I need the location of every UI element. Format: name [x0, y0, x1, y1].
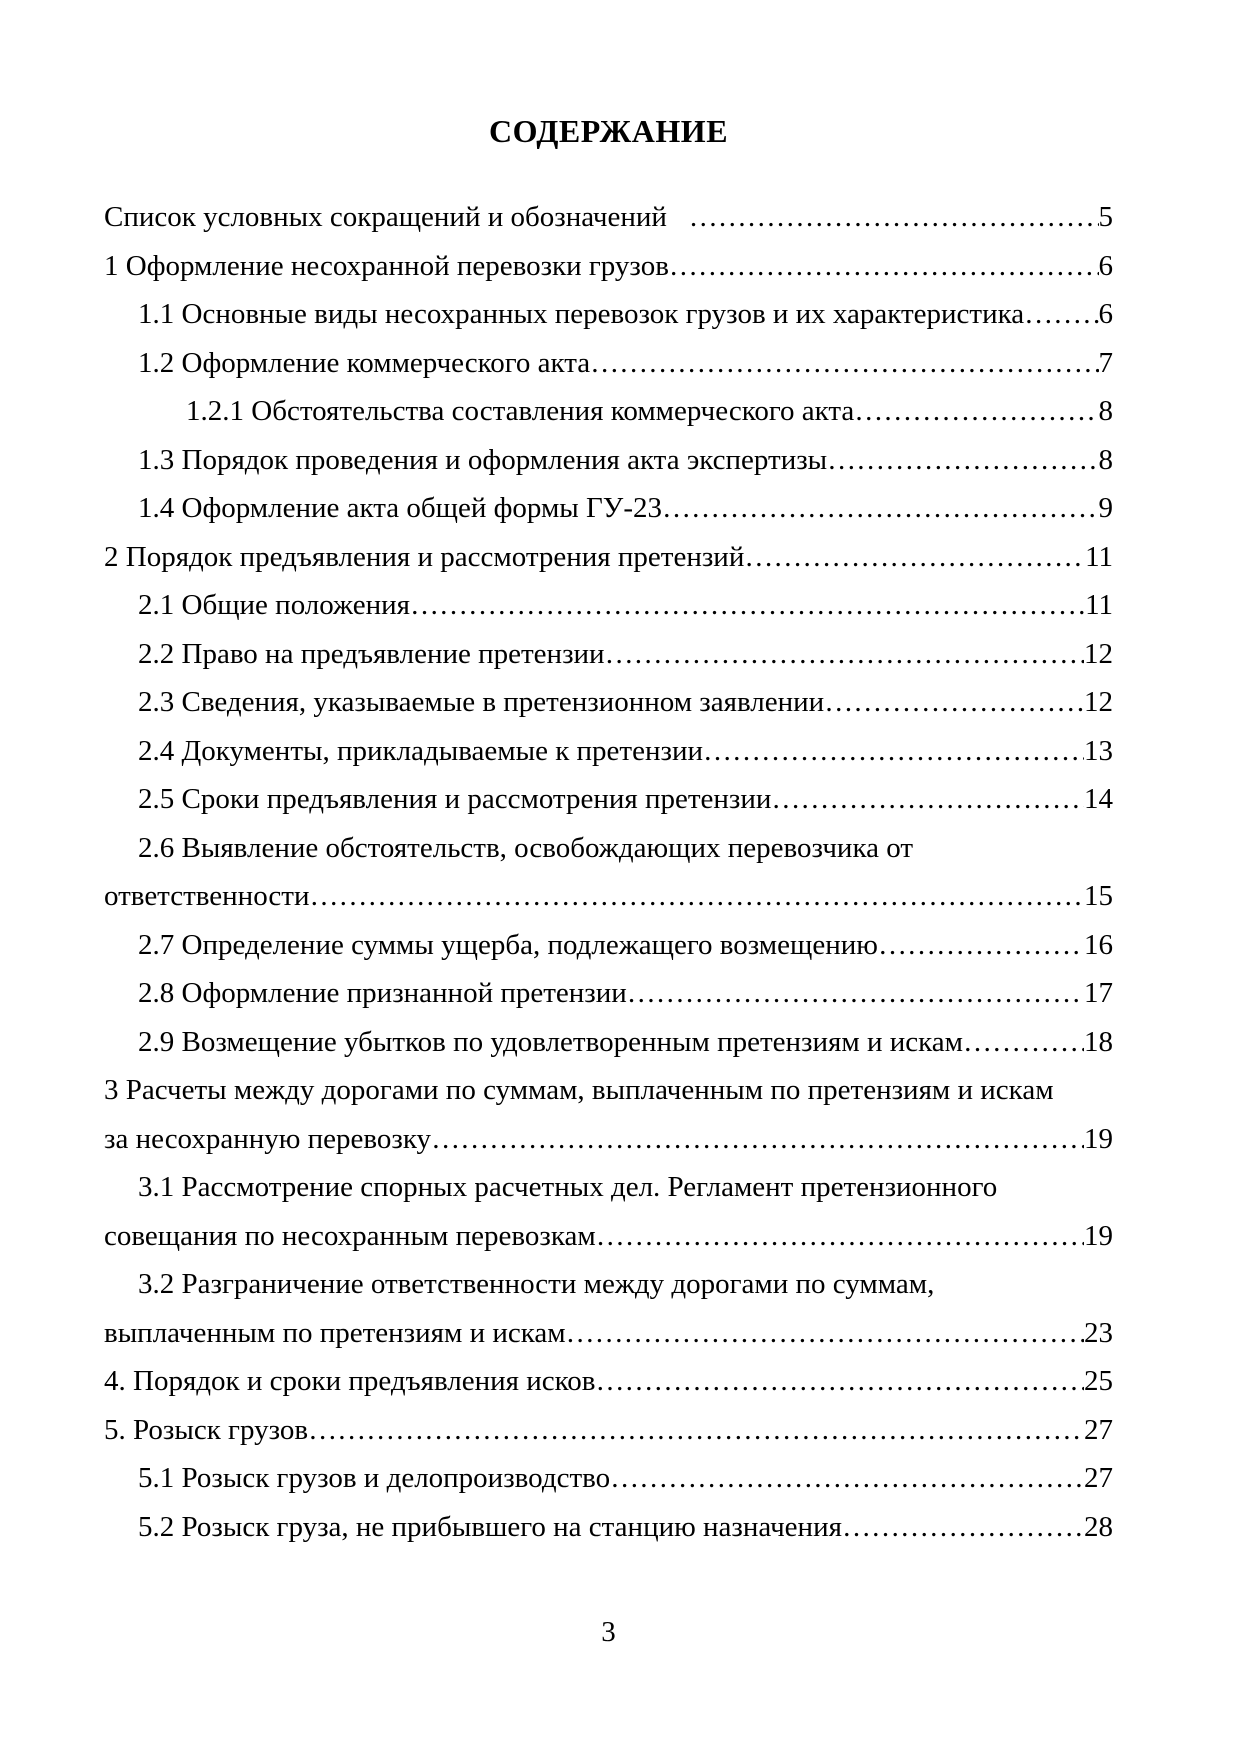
toc-entry-text: 2.3 Сведения, указываемые в претензионном заявлении [138, 686, 825, 718]
toc-dot-leader [610, 1454, 1084, 1503]
toc-entry [104, 1260, 1113, 1309]
toc-dot-leader [689, 193, 1099, 242]
toc-entry [104, 678, 1113, 727]
toc-entry [104, 533, 1113, 582]
toc-entry [104, 1503, 1113, 1552]
toc-page-number: 25 [1084, 1365, 1113, 1397]
toc-entry-text: 2.6 Выявление обстоятельств, освобождающих перевозчика от [138, 831, 914, 864]
toc-entry [104, 1018, 1113, 1067]
toc-entry [104, 1115, 1113, 1164]
toc-entry-text: 5. Розыск грузов [104, 1413, 309, 1446]
toc-dot-leader [590, 339, 1098, 388]
toc-page-number: 8 [1098, 443, 1113, 476]
toc-entry-text: совещания по несохранным перевозкам [104, 1219, 596, 1252]
toc-page-number: 23 [1084, 1316, 1113, 1349]
toc-entry-text: 3.2 Разграничение ответственности между дорогами по суммам, [138, 1268, 935, 1300]
toc-entry [104, 484, 1113, 533]
toc-entry [104, 824, 1113, 873]
toc-entry-text: 4. Порядок и сроки предъявления исков [104, 1365, 596, 1397]
toc-entry-text: 5.1 Розыск грузов и делопроизводство [138, 1462, 611, 1494]
toc-entry [104, 775, 1113, 824]
toc-entry [104, 1066, 1113, 1115]
toc-page-number: 14 [1084, 783, 1113, 815]
toc-dot-leader [963, 1018, 1084, 1067]
toc-dot-leader [703, 727, 1084, 776]
toc-dot-leader [854, 387, 1098, 436]
toc-page-number: 19 [1084, 1122, 1113, 1155]
toc-entry-text: 1.1 Основные виды несохранных перевозок грузов и их характеристика [138, 298, 1025, 330]
toc-dot-leader [771, 775, 1084, 824]
toc-dot-leader [662, 484, 1099, 533]
toc-entry [104, 387, 1113, 436]
toc-dot-leader [308, 1406, 1084, 1455]
toc-dot-leader [566, 1309, 1084, 1358]
toc-page-number: 18 [1084, 1025, 1113, 1058]
toc-dot-leader [596, 1212, 1084, 1261]
toc-entry-text: 3 Расчеты между дорогами по суммам, выплаченным по претензиям и искам [104, 1074, 1054, 1106]
toc-entry-text: ответственности [104, 880, 310, 912]
toc-page-number: 27 [1084, 1413, 1113, 1446]
toc-entry-text: Список условных сокращений и обозначений [104, 201, 689, 233]
toc-entry [104, 872, 1113, 921]
toc-dot-leader [431, 1115, 1084, 1164]
toc-page-number: 12 [1084, 637, 1113, 670]
toc-entry [104, 630, 1113, 679]
toc-dot-leader [595, 1357, 1084, 1406]
toc-entry [104, 1357, 1113, 1406]
toc-entry [104, 969, 1113, 1018]
toc-page-number: 6 [1098, 298, 1113, 330]
toc-dot-leader [605, 630, 1084, 679]
toc-entry-text: 2.4 Документы, прикладываемые к претензии [138, 734, 703, 767]
toc-page-number: 12 [1084, 686, 1113, 718]
toc-page-number: 17 [1084, 977, 1113, 1009]
toc-page-number: 11 [1085, 540, 1113, 573]
toc-entry-text: 1 Оформление несохранной перевозки грузов [104, 249, 669, 282]
toc-dot-leader [1024, 290, 1098, 339]
toc-page-number: 9 [1098, 492, 1113, 524]
toc-page-number: 5 [1098, 201, 1113, 233]
toc-entry-text: 2.9 Возмещение убытков по удовлетворенным претензиям и искам [138, 1025, 963, 1058]
toc-dot-leader [309, 872, 1084, 921]
toc-page-number: 27 [1084, 1462, 1113, 1494]
toc-entry [104, 1406, 1113, 1455]
toc-entry-text: 2.7 Определение суммы ущерба, подлежащего возмещению [138, 928, 878, 961]
toc-page-number: 15 [1084, 880, 1113, 912]
toc-entry-text: 3.1 Рассмотрение спорных расчетных дел. Регламент претензионного [138, 1171, 998, 1203]
toc-page-number: 28 [1084, 1510, 1113, 1543]
toc-page-number: 13 [1084, 734, 1113, 767]
toc-entry [104, 1454, 1113, 1503]
toc-entry [104, 921, 1113, 970]
toc-dot-leader [744, 533, 1085, 582]
toc-page-number: 11 [1085, 589, 1113, 621]
toc-entry [104, 1309, 1113, 1358]
toc-entry [104, 581, 1113, 630]
toc-dot-leader [669, 242, 1099, 291]
toc-page-number: 8 [1098, 395, 1113, 427]
toc-entry [104, 1163, 1113, 1212]
toc-entry [104, 193, 1113, 242]
toc-entry [104, 727, 1113, 776]
toc-entry-text: за несохранную перевозку [104, 1122, 432, 1155]
toc-dot-leader [827, 436, 1098, 485]
toc-entry [104, 1212, 1113, 1261]
toc-entry-text: 1.2.1 Обстоятельства составления коммерческого акта [186, 395, 855, 427]
toc-entry-text: 5.2 Розыск груза, не прибывшего на станцию назначения [138, 1510, 842, 1543]
toc-entry-text: 2 Порядок предъявления и рассмотрения претензий [104, 540, 745, 573]
page-title: СОДЕРЖАНИЕ [488, 113, 729, 149]
toc-entry [104, 290, 1113, 339]
toc-dot-leader [627, 969, 1084, 1018]
toc-dot-leader [878, 921, 1084, 970]
toc-dot-leader [410, 581, 1085, 630]
toc-entry-text: выплаченным по претензиям и искам [104, 1316, 566, 1349]
toc-dot-leader [824, 678, 1084, 727]
toc-entry-text: 2.5 Сроки предъявления и рассмотрения претензии [138, 783, 772, 815]
toc-entry [104, 242, 1113, 291]
toc-entry-text: 1.4 Оформление акта общей формы ГУ-23 [138, 492, 662, 524]
toc-entry [104, 436, 1113, 485]
toc-entry-text: 2.1 Общие положения [138, 589, 410, 621]
toc-dot-leader [842, 1503, 1084, 1552]
footer-page-number: 3 [601, 1616, 616, 1648]
toc-entry-text: 2.2 Право на предъявление претензии [138, 637, 605, 670]
toc-entry-text: 1.3 Порядок проведения и оформления акта экспертизы [138, 443, 828, 476]
toc-page-number: 7 [1098, 346, 1113, 379]
toc-entry-text: 1.2 Оформление коммерческого акта [138, 346, 591, 379]
toc-page-number: 19 [1084, 1219, 1113, 1252]
toc-entry-text: 2.8 Оформление признанной претензии [138, 977, 627, 1009]
toc-page-number: 6 [1098, 249, 1113, 282]
toc-entry [104, 339, 1113, 388]
table-of-contents [104, 193, 1113, 1551]
toc-page-number: 16 [1084, 928, 1113, 961]
